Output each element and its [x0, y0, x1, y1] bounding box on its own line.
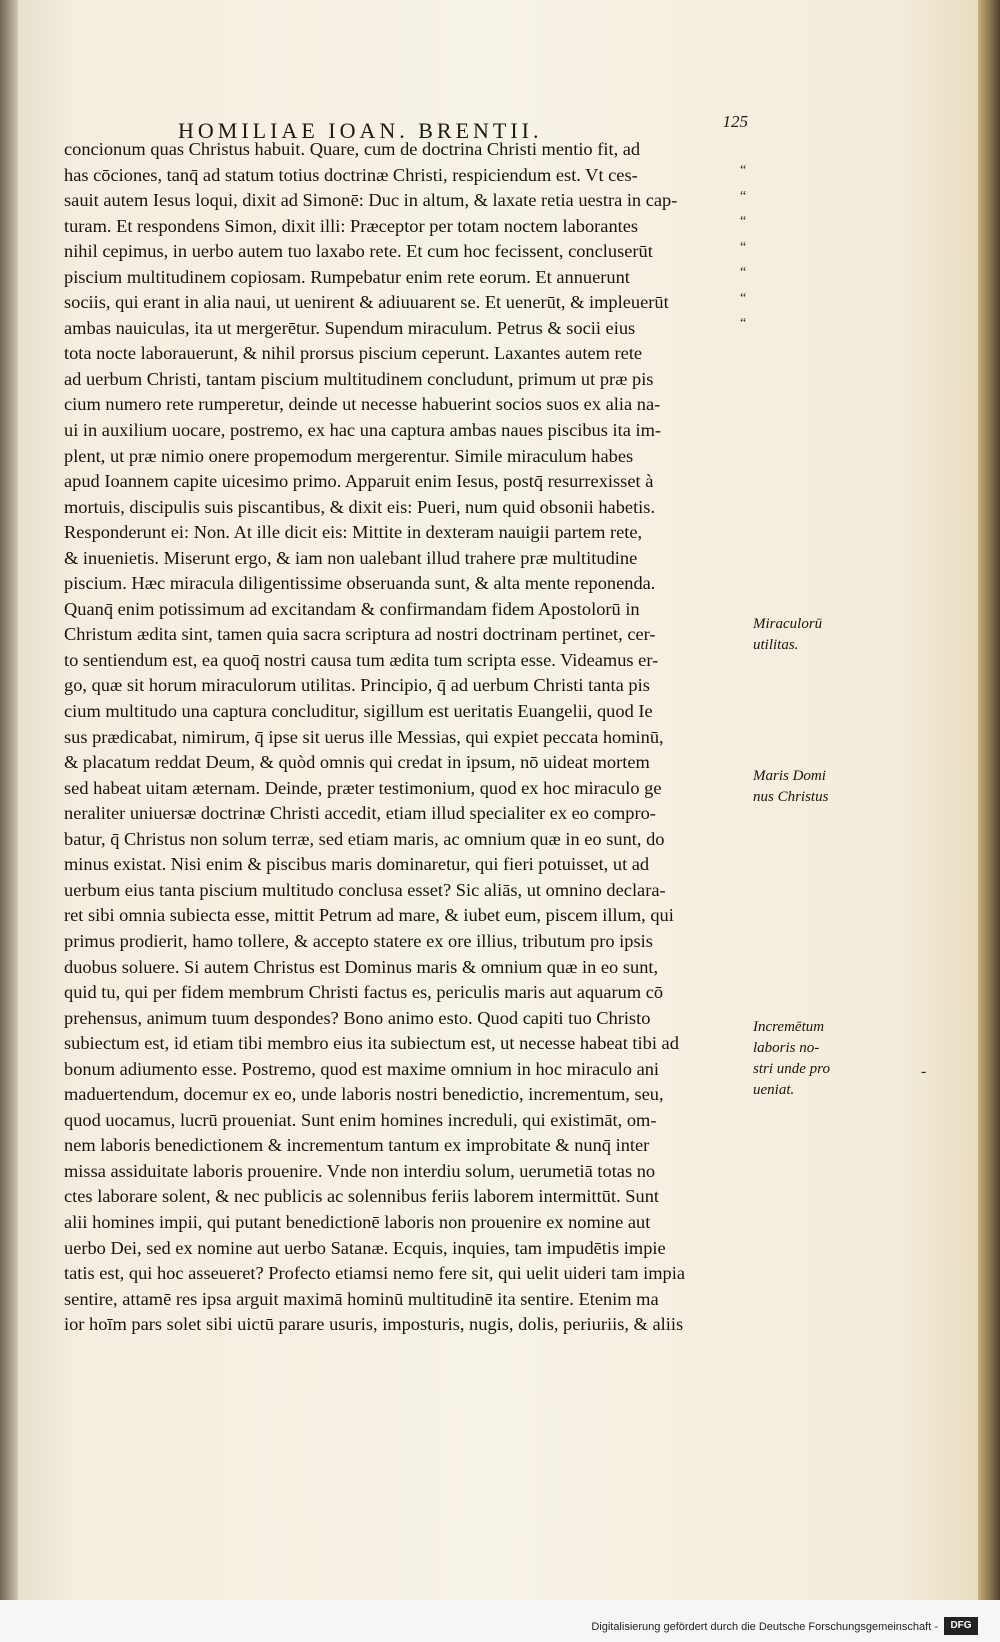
text-line: uerbo Dei, sed ex nomine aut uerbo Satanæ. Ecquis, inquies, tam impudētis impie [64, 1237, 666, 1258]
text-line: concionum quas Christus habuit. Quare, cum de doctrina Christi mentio fit, ad [64, 139, 641, 159]
digitization-credit: Digitalisierung gefördert durch die Deutsche Forschungsgemeinschaft - [591, 1621, 938, 1633]
text-line: quid tu, qui per fidem membrum Christi factus es, periculis maris aut aquarum cō [64, 982, 664, 1003]
quote-mark: “ [740, 265, 747, 281]
quote-mark: “ [740, 290, 747, 306]
marginal-note-line: ueniat. [753, 1082, 795, 1098]
page-sheet [18, 0, 978, 1600]
text-line: prehensus, animum tuum despondes? Bono animo esto. Quod capiti tuo Christo [64, 1007, 651, 1028]
text-line: Quanq̄ enim potissimum ad excitandam & confirmandam fidem Apostolorū in [64, 598, 640, 619]
text-line: & placatum reddat Deum, & quòd omnis qui credat in ipsum, nō uideat mortem [64, 752, 650, 773]
text-line: tota nocte laborauerunt, & nihil prorsus piscium ceperunt. Laxantes autem rete [64, 343, 643, 364]
quote-mark: “ [740, 188, 747, 204]
text-line: sociis, qui erant in alia naui, ut uenirent & adiuuarent se. Et uenerūt, & impleuerūt [64, 292, 669, 313]
text-line: bonum adiumento esse. Postremo, quod est maxime omnium in hoc miraculo ani [64, 1058, 660, 1079]
text-line: to sentiendum est, ea quoq̄ nostri causa tum ædita tum scripta esse. Videamus er- [64, 649, 659, 670]
text-line: sauit autem Iesus loqui, dixit ad Simonē: Duc in altum, & laxate retia uestra in cap- [64, 190, 678, 211]
text-line: go, quæ sit horum miraculorum utilitas. Principio, q̄ ad uerbum Christi tanta pis [64, 675, 650, 696]
text-line: nem laboris benedictionem & incrementum tantum ex improbitate & nunq̄ inter [64, 1135, 650, 1156]
margin-mark: - [921, 1063, 927, 1080]
body-text [64, 137, 732, 1338]
text-line: turam. Et respondens Simon, dixit illi: Præceptor per totam noctem laborantes [64, 215, 639, 236]
text-line: maduertendum, docemur ex eo, unde laboris nostri benedictio, incrementum, seu, [64, 1084, 664, 1105]
text-line: Christum ædita sint, tamen quia sacra scriptura ad nostri doctrinam pertinet, cer- [64, 624, 656, 645]
text-line: quod uocamus, lucrū proueniat. Sunt enim homines increduli, qui existimāt, om- [64, 1109, 657, 1130]
text-line: ior hoīm pars solet sibi uictū parare usuris, imposturis, nugis, dolis, periuriis, & aliis [64, 1314, 684, 1335]
marginal-note-line: Miraculorū [753, 616, 823, 632]
quote-mark: “ [740, 316, 747, 332]
text-line: has cōciones, tanq̄ ad statum totius doctrinæ Christi, respiciendum est. Vt ces- [64, 164, 638, 185]
page-number: 125 [722, 112, 748, 131]
text-line: plent, ut præ nimio onere propemodum mergerentur. Simile miraculum habes [64, 445, 634, 466]
text-line: ui in auxilium uocare, postremo, ex hac una captura ambas naues piscibus ita im- [64, 420, 662, 441]
marginal-note-line: nus Christus [753, 789, 829, 805]
text-line: minus existat. Nisi enim & piscibus maris dominaretur, qui fieri potuisset, ut ad [64, 854, 650, 875]
text-line: ambas nauiculas, ita ut mergerētur. Supendum miraculum. Petrus & socii eius [64, 317, 636, 338]
text-line: duobus soluere. Si autem Christus est Dominus maris & omnium quæ in eo sunt, [64, 956, 659, 977]
text-line: apud Ioannem capite uicesimo primo. Apparuit enim Iesus, postq̄ resurrexisset à [64, 471, 654, 492]
quote-mark: “ [740, 239, 747, 255]
dfg-logo: DFG [944, 1617, 978, 1635]
marginal-note-line: utilitas. [753, 637, 799, 653]
marginal-note-miraculorum [753, 614, 853, 656]
text-line: cium numero rete rumperetur, deinde ut necesse habuerint socios suos ex alia na- [64, 394, 661, 415]
quote-mark: “ [740, 163, 747, 178]
quote-mark: “ [740, 214, 747, 230]
text-line: alii homines impii, qui putant benedictionē laboris non prouenire ex nomine aut [64, 1211, 651, 1232]
text-line: uerbum eius tanta piscium multitudo conclusa esset? Sic aliās, ut omnino declara- [64, 879, 666, 900]
text-line: & inuenietis. Miserunt ergo, & iam non ualebant illud trahere præ multitudine [64, 547, 638, 568]
marginal-note-maris [753, 766, 853, 808]
text-line: nihil cepimus, in uerbo autem tuo laxabo rete. Et cum hoc fecissent, concluserūt [64, 241, 653, 262]
text-line: ret sibi omnia subiecta esse, mittit Petrum ad mare, & iubet eum, piscem illum, qui [64, 905, 674, 926]
text-line: cium multitudo una captura concluditur, sigillum est ueritatis Euangelii, quod Ie [64, 701, 653, 722]
marginal-note-incrementum [753, 1017, 853, 1101]
text-line: mortuis, discipulis suis piscantibus, & dixit eis: Pueri, num quid obsonii habetis. [64, 496, 656, 517]
text-line: neraliter uniuersæ doctrinæ Christi accedit, etiam illud specialiter ex eo compro- [64, 803, 656, 824]
text-line: primus prodierit, hamo tollere, & accepto statere ex ore illius, tributum pro ipsis [64, 930, 653, 951]
marginal-note-line: stri unde pro [753, 1061, 830, 1077]
quote-marks-column [740, 158, 770, 337]
marginal-note-line: Maris Domi [753, 768, 826, 784]
marginal-note-line: Incremētum [753, 1019, 825, 1035]
text-line: sentire, attamē res ipsa arguit maximā hominū multitudinē ita sentire. Etenim ma [64, 1288, 659, 1309]
text-line: piscium. Hæc miracula diligentissime obseruanda sunt, & alta mente reponenda. [64, 573, 656, 594]
text-line: ad uerbum Christi, tantam piscium multitudinem concludunt, primum ut præ pis [64, 368, 654, 389]
text-line: Responderunt ei: Non. At ille dicit eis: Mittite in dexteram nauigii partem rete, [64, 522, 643, 543]
marginal-note-line: laboris no- [753, 1040, 820, 1056]
text-line: ctes laborare solent, & nec publicis ac solennibus feriis laborem intermittūt. Sunt [64, 1186, 659, 1207]
text-line: sus prædicabat, nimirum, q̄ ipse sit uerus ille Messias, qui expiet peccata hominū, [64, 726, 664, 747]
text-line: sed habeat uitam æternam. Deinde, præter testimonium, quod ex hoc miraculo ge [64, 777, 662, 798]
text-line: tatis est, qui hoc asseueret? Profecto etiamsi nemo fere sit, qui uelit uideri tam impia [64, 1263, 686, 1284]
text-line: missa assiduitate laboris prouenire. Vnde non interdiu solum, uerumetiā totas no [64, 1160, 656, 1181]
text-line: batur, q̄ Christus non solum terræ, sed etiam maris, ac omnium quæ in eo sunt, do [64, 828, 665, 849]
running-title: HOMILIAE IOAN. BRENTII. [178, 118, 543, 143]
text-line: subiectum est, id etiam tibi membro eius ita subiectum est, ut necesse habeat tibi ad [64, 1033, 679, 1054]
text-line: piscium multitudinem copiosam. Rumpebatur enim rete eorum. Et annuerunt [64, 266, 630, 287]
